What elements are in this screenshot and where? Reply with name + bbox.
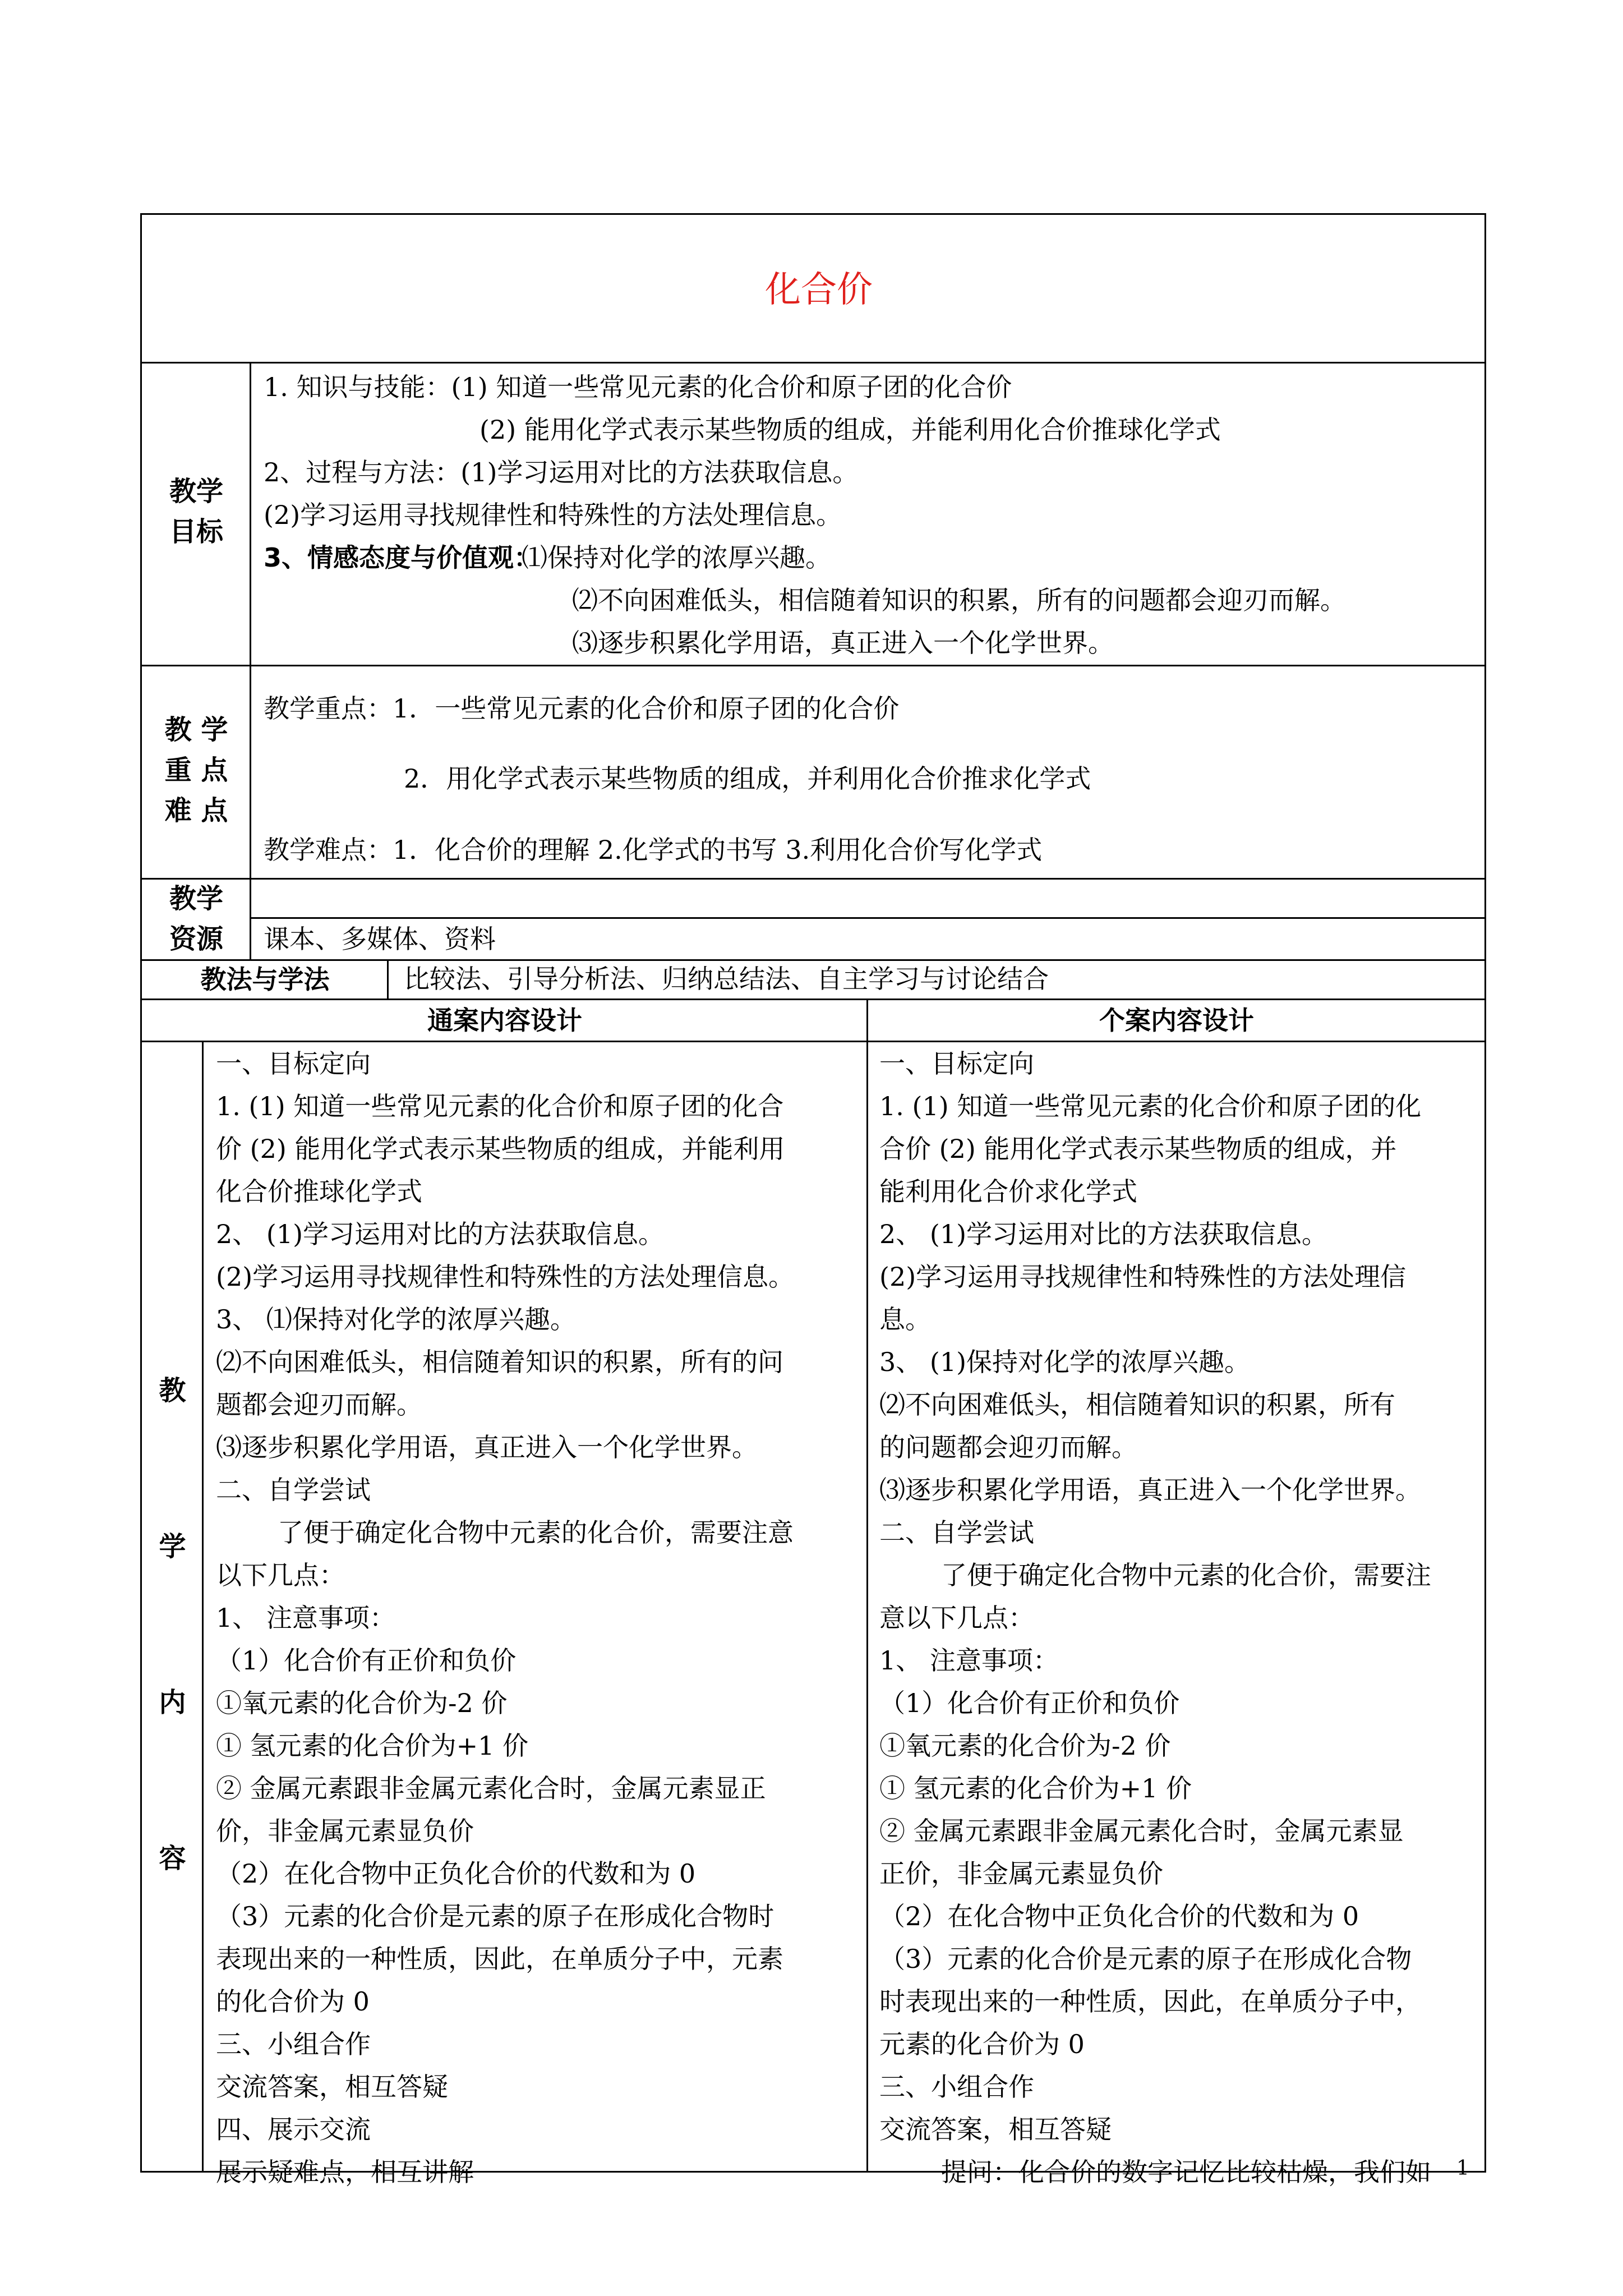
methods-divider (387, 959, 389, 1000)
resources-label: 教学 资源 (169, 883, 223, 955)
right-line: 能利用化合价求化学式 (879, 1176, 1137, 1207)
difficulty-line: 教学难点：1．化合价的理解 2.化学式的书写 3.利用化合价写化学式 (264, 835, 1043, 865)
left-line: （1）化合价有正价和负价 (216, 1645, 517, 1676)
label-column-divider (250, 362, 251, 961)
methods-text: 比较法、引导分析法、归纳总结法、自主学习与讨论结合 (404, 964, 1049, 994)
left-line: 题都会迎刃而解。 (216, 1389, 422, 1420)
left-line: 二、自学尝试 (216, 1475, 371, 1505)
right-column-header: 个案内容设计 (1099, 1005, 1254, 1036)
objective-line: (2)学习运用寻找规律性和特殊性的方法处理信息。 (264, 500, 842, 530)
side-label-char: 容 (159, 1843, 186, 1874)
right-line: 元素的化合价为 0 (879, 2029, 1085, 2059)
content-column-divider (866, 999, 868, 2173)
objectives-label: 教学 目标 (169, 476, 223, 547)
left-line: 展示疑难点，相互讲解 (216, 2157, 474, 2187)
left-column-header: 通案内容设计 (427, 1005, 582, 1036)
left-line: ② 金属元素跟非金属元素化合时，金属元素显正 (216, 1773, 766, 1803)
right-line: 三、小组合作 (879, 2072, 1034, 2102)
right-line: 提问：化合价的数字记忆比较枯燥，我们如 (941, 2157, 1431, 2187)
right-line: （3）元素的化合价是元素的原子在形成化合物 (879, 1944, 1412, 1974)
right-line: （2）在化合物中正负化合价的代数和为 0 (879, 1901, 1359, 1931)
right-line: 的问题都会迎刃而解。 (879, 1432, 1137, 1462)
right-content-column (879, 1042, 1482, 2193)
right-line: 二、自学尝试 (879, 1517, 1034, 1548)
left-line: (2)学习运用寻找规律性和特殊性的方法处理信息。 (216, 1262, 795, 1292)
right-line: 了便于确定化合物中元素的化合价，需要注 (941, 1560, 1431, 1590)
left-line: 表现出来的一种性质，因此，在单质分子中，元素 (216, 1944, 783, 1974)
page-title: 化合价 (765, 269, 873, 311)
left-line: 化合价推球化学式 (216, 1176, 422, 1207)
right-line: 交流答案，相互答疑 (879, 2114, 1112, 2145)
right-line: 3、 (1)保持对化学的浓厚兴趣。 (879, 1347, 1251, 1377)
right-line: ①氧元素的化合价为-2 价 (879, 1731, 1171, 1761)
objective-line-heading: 3、情感态度与价值观： (264, 542, 540, 573)
right-line: （1）化合价有正价和负价 (879, 1688, 1180, 1718)
left-line: 了便于确定化合物中元素的化合价，需要注意 (278, 1517, 794, 1548)
left-line: 一、目标定向 (216, 1048, 371, 1079)
right-line: 1. (1) 知道一些常见元素的化合价和原子团的化 (879, 1091, 1422, 1121)
left-line: 3、 ⑴保持对化学的浓厚兴趣。 (216, 1304, 576, 1335)
methods-label: 教法与学法 (200, 964, 330, 995)
left-line: 交流答案，相互答疑 (216, 2072, 448, 2102)
table-border-left (140, 213, 142, 2173)
right-line: ① 氢元素的化合价为+1 价 (879, 1773, 1192, 1803)
objective-line: (2) 能用化学式表示某些物质的组成，并能利用化合价推球化学式 (479, 415, 1221, 445)
left-line: ⑵不向困难低头，相信随着知识的积累，所有的问 (216, 1347, 783, 1377)
right-line: 一、目标定向 (879, 1048, 1034, 1079)
right-line: 合价 (2) 能用化学式表示某些物质的组成，并 (879, 1134, 1397, 1164)
objective-line: 2、过程与方法：(1)学习运用对比的方法获取信息。 (264, 457, 859, 487)
page-number: 1 (1456, 2157, 1469, 2180)
right-line: ⑶逐步积累化学用语，真正进入一个化学世界。 (879, 1475, 1421, 1505)
left-line: 的化合价为 0 (216, 1986, 370, 2017)
right-line: ② 金属元素跟非金属元素化合时，金属元素显 (879, 1816, 1404, 1846)
right-line: 2、 (1)学习运用对比的方法获取信息。 (879, 1219, 1328, 1249)
right-line: 时表现出来的一种性质，因此，在单质分子中， (879, 1986, 1421, 2017)
resources-text: 课本、多媒体、资料 (264, 924, 496, 954)
right-line: 1、 注意事项： (879, 1645, 1059, 1676)
key-point-line: 教学重点：1．一些常见元素的化合价和原子团的化合价 (264, 693, 900, 724)
right-line: 正价，非金属元素显负价 (879, 1858, 1163, 1889)
left-line: 1. (1) 知道一些常见元素的化合价和原子团的化合 (216, 1091, 784, 1121)
left-line: ① 氢元素的化合价为+1 价 (216, 1731, 529, 1761)
side-label-divider (202, 1041, 204, 2173)
left-line: 价 (2) 能用化学式表示某些物质的组成，并能利用 (216, 1134, 785, 1164)
left-line: 价，非金属元素显负价 (216, 1816, 474, 1846)
right-line: 息。 (879, 1304, 931, 1335)
left-line: ⑶逐步积累化学用语，真正进入一个化学世界。 (216, 1432, 758, 1462)
objective-line: 1. 知识与技能：(1) 知道一些常见元素的化合价和原子团的化合价 (264, 372, 1012, 402)
side-label-char: 教 (159, 1375, 186, 1406)
right-line: (2)学习运用寻找规律性和特殊性的方法处理信 (879, 1262, 1407, 1292)
row-divider-objectives (140, 665, 1486, 666)
left-line: 三、小组合作 (216, 2029, 371, 2059)
objective-line: ⑵不向困难低头，相信随着知识的积累，所有的问题都会迎刃而解。 (572, 585, 1346, 615)
left-content-column (216, 1042, 861, 2193)
left-line: （3）元素的化合价是元素的原子在形成化合物时 (216, 1901, 774, 1931)
key-point-line: 2．用化学式表示某些物质的组成，并利用化合价推求化学式 (404, 763, 1091, 794)
key-points-label: 教 学 重 点 难 点 (164, 714, 228, 826)
side-label-char: 内 (159, 1687, 186, 1718)
left-line: （2）在化合物中正负化合价的代数和为 0 (216, 1858, 696, 1889)
objective-line: ⑶逐步积累化学用语，真正进入一个化学世界。 (572, 628, 1114, 658)
table-border-right (1484, 213, 1486, 2173)
left-line: 1、 注意事项： (216, 1603, 395, 1633)
left-line: 四、展示交流 (216, 2114, 371, 2145)
right-line: ⑵不向困难低头，相信随着知识的积累，所有 (879, 1389, 1395, 1420)
table-border-top (140, 213, 1486, 215)
left-line: 2、 (1)学习运用对比的方法获取信息。 (216, 1219, 665, 1249)
row-divider-keypoints (140, 878, 1486, 880)
left-line: ①氧元素的化合价为-2 价 (216, 1688, 508, 1718)
side-label-char: 学 (159, 1531, 186, 1562)
left-line: 以下几点： (216, 1560, 345, 1590)
right-line: 意以下几点： (879, 1603, 1034, 1633)
objective-line: ⑴保持对化学的浓厚兴趣。 (522, 542, 831, 573)
row-divider-title (140, 362, 1486, 364)
